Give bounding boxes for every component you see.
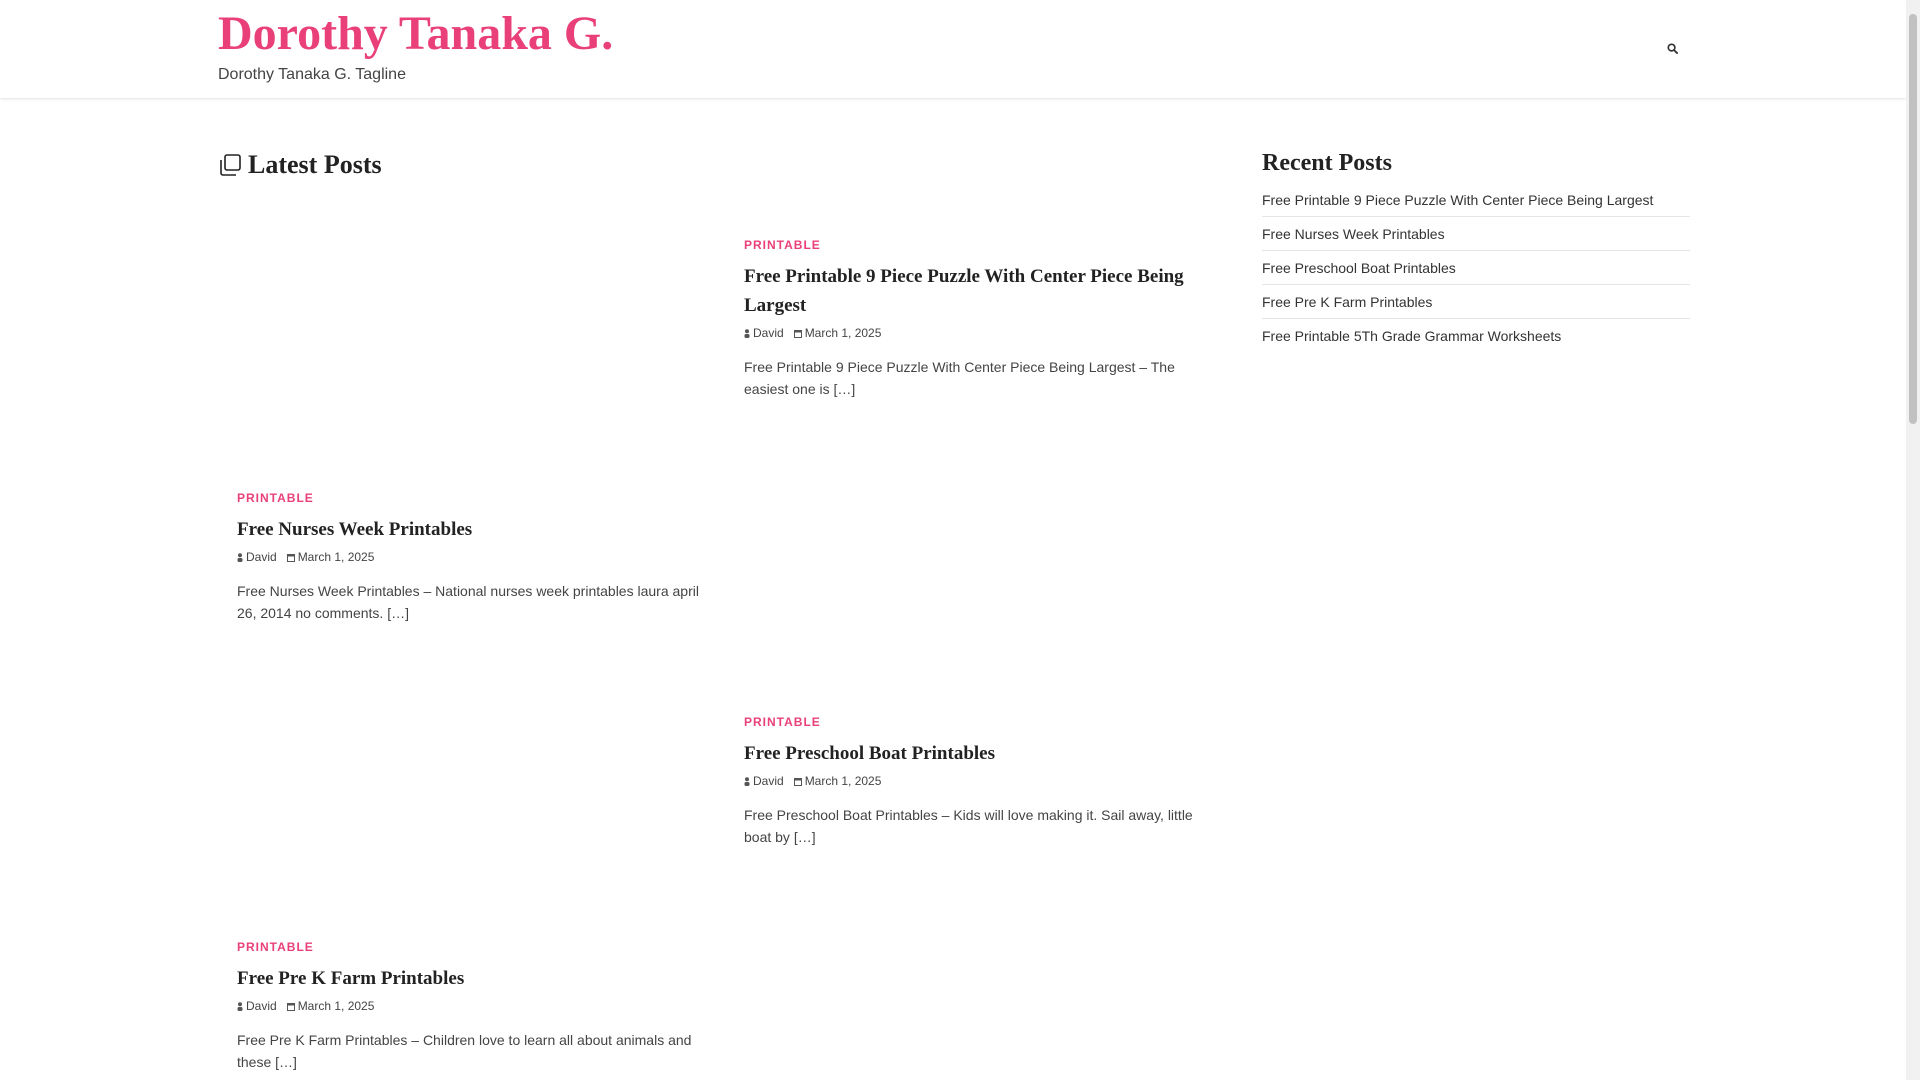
post-date[interactable]: March 1, 2025	[287, 550, 375, 564]
calendar-icon	[794, 329, 802, 338]
sidebar	[1262, 150, 1690, 352]
search-button[interactable]	[1662, 38, 1682, 58]
user-icon	[237, 553, 243, 562]
post-meta	[744, 326, 1219, 340]
user-icon	[744, 777, 750, 786]
post-title[interactable]: Free Nurses Week Printables	[237, 519, 473, 540]
site-header	[0, 0, 1906, 98]
search-icon	[1667, 43, 1678, 54]
calendar-icon	[794, 777, 802, 786]
post-author[interactable]: David	[237, 999, 277, 1013]
posts-stack-icon	[218, 153, 242, 177]
site-tagline: Dorothy Tanaka G. Tagline	[218, 66, 406, 83]
page-scrollbar[interactable]	[1906, 0, 1920, 1080]
post-card	[744, 715, 1219, 848]
recent-post-link[interactable]: Free Nurses Week Printables	[1262, 217, 1690, 251]
recent-posts-heading: Recent Posts	[1262, 150, 1392, 176]
post-author[interactable]: David	[744, 326, 784, 340]
scrollbar-thumb[interactable]	[1909, 14, 1917, 424]
recent-post-link[interactable]: Free Printable 9 Piece Puzzle With Center Piece Being Largest	[1262, 183, 1690, 217]
post-meta	[237, 550, 712, 564]
user-icon	[744, 329, 750, 338]
recent-post-link[interactable]: Free Preschool Boat Printables	[1262, 251, 1690, 285]
post-date[interactable]: March 1, 2025	[794, 774, 882, 788]
post-title[interactable]: Free Preschool Boat Printables	[744, 743, 995, 764]
recent-posts-list	[1262, 183, 1690, 352]
recent-post-link[interactable]: Free Pre K Farm Printables	[1262, 285, 1690, 319]
post-excerpt: Free Preschool Boat Printables – Kids will love making it. Sail away, little boat by […]	[744, 807, 1193, 845]
post-category[interactable]: PRINTABLE	[744, 715, 821, 729]
page-title: Latest Posts	[248, 150, 382, 179]
section-heading	[218, 150, 382, 180]
post-meta	[744, 774, 1219, 788]
post-excerpt: Free Nurses Week Printables – National nurses week printables laura april 26, 2014 no comments. […]	[237, 583, 699, 621]
post-title[interactable]: Free Printable 9 Piece Puzzle With Center Piece Being Largest	[744, 266, 1184, 316]
post-meta	[237, 999, 712, 1013]
site-title[interactable]: Dorothy Tanaka G.	[218, 7, 614, 60]
recent-post-link[interactable]: Free Printable 5Th Grade Grammar Worksheets	[1262, 328, 1562, 344]
post-date[interactable]: March 1, 2025	[794, 326, 882, 340]
post-author[interactable]: David	[744, 774, 784, 788]
post-excerpt: Free Pre K Farm Printables – Children love to learn all about animals and these […]	[237, 1032, 692, 1070]
post-title[interactable]: Free Pre K Farm Printables	[237, 968, 465, 989]
post-date[interactable]: March 1, 2025	[287, 999, 375, 1013]
calendar-icon	[287, 553, 295, 562]
post-author[interactable]: David	[237, 550, 277, 564]
post-card	[744, 238, 1219, 400]
post-category[interactable]: PRINTABLE	[237, 940, 314, 954]
calendar-icon	[287, 1002, 295, 1011]
post-category[interactable]: PRINTABLE	[237, 491, 314, 505]
user-icon	[237, 1002, 243, 1011]
post-category[interactable]: PRINTABLE	[744, 238, 821, 252]
post-card	[237, 940, 712, 1073]
post-excerpt: Free Printable 9 Piece Puzzle With Center Piece Being Largest – The easiest one is […]	[744, 359, 1175, 397]
post-card	[237, 491, 712, 624]
